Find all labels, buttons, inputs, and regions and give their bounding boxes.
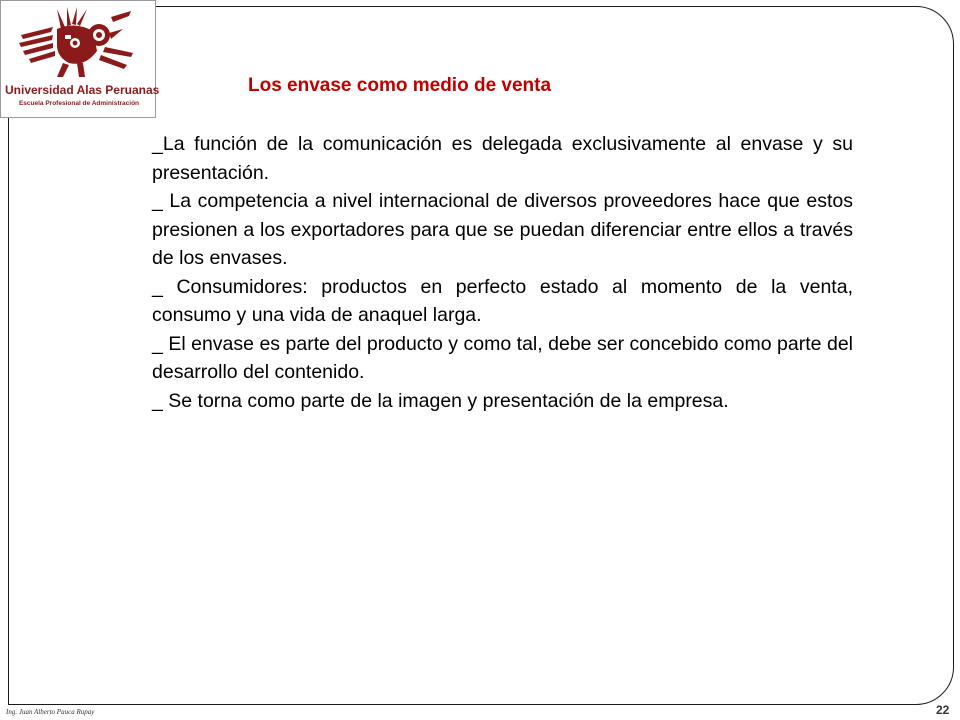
content-paragraph: _ El envase es parte del producto y como tal, debe ser concebido como parte del desarrollo del contenido. [152, 332, 853, 383]
content-paragraph: _La función de la comunicación es delegada exclusivamente al envase y su presentación. [152, 133, 853, 184]
logo-title: Universidad Alas Peruanas [5, 83, 160, 97]
bird-emblem-icon [13, 5, 143, 81]
content-paragraph: _ Se torna como parte de la imagen y presentación de la empresa. [152, 389, 729, 412]
logo-subtitle: Escuela Profesional de Administración [18, 100, 140, 107]
slide-content [152, 130, 853, 415]
content-paragraph: _ La competencia a nivel internacional de diversos proveedores hace que estos presionen a los exportadores para que se puedan diferenciar entre ellos a través de los envases. [152, 190, 853, 269]
slide-title: Los envase como medio de venta [248, 75, 552, 96]
page-number: 22 [936, 703, 950, 717]
content-paragraph: _ Consumidores: productos en perfecto estado al momento de la venta, consumo y una vida de anaquel larga. [152, 275, 853, 326]
university-logo [0, 0, 160, 118]
footer-author: Ing. Juan Alberto Pauca Rupay [6, 708, 95, 716]
